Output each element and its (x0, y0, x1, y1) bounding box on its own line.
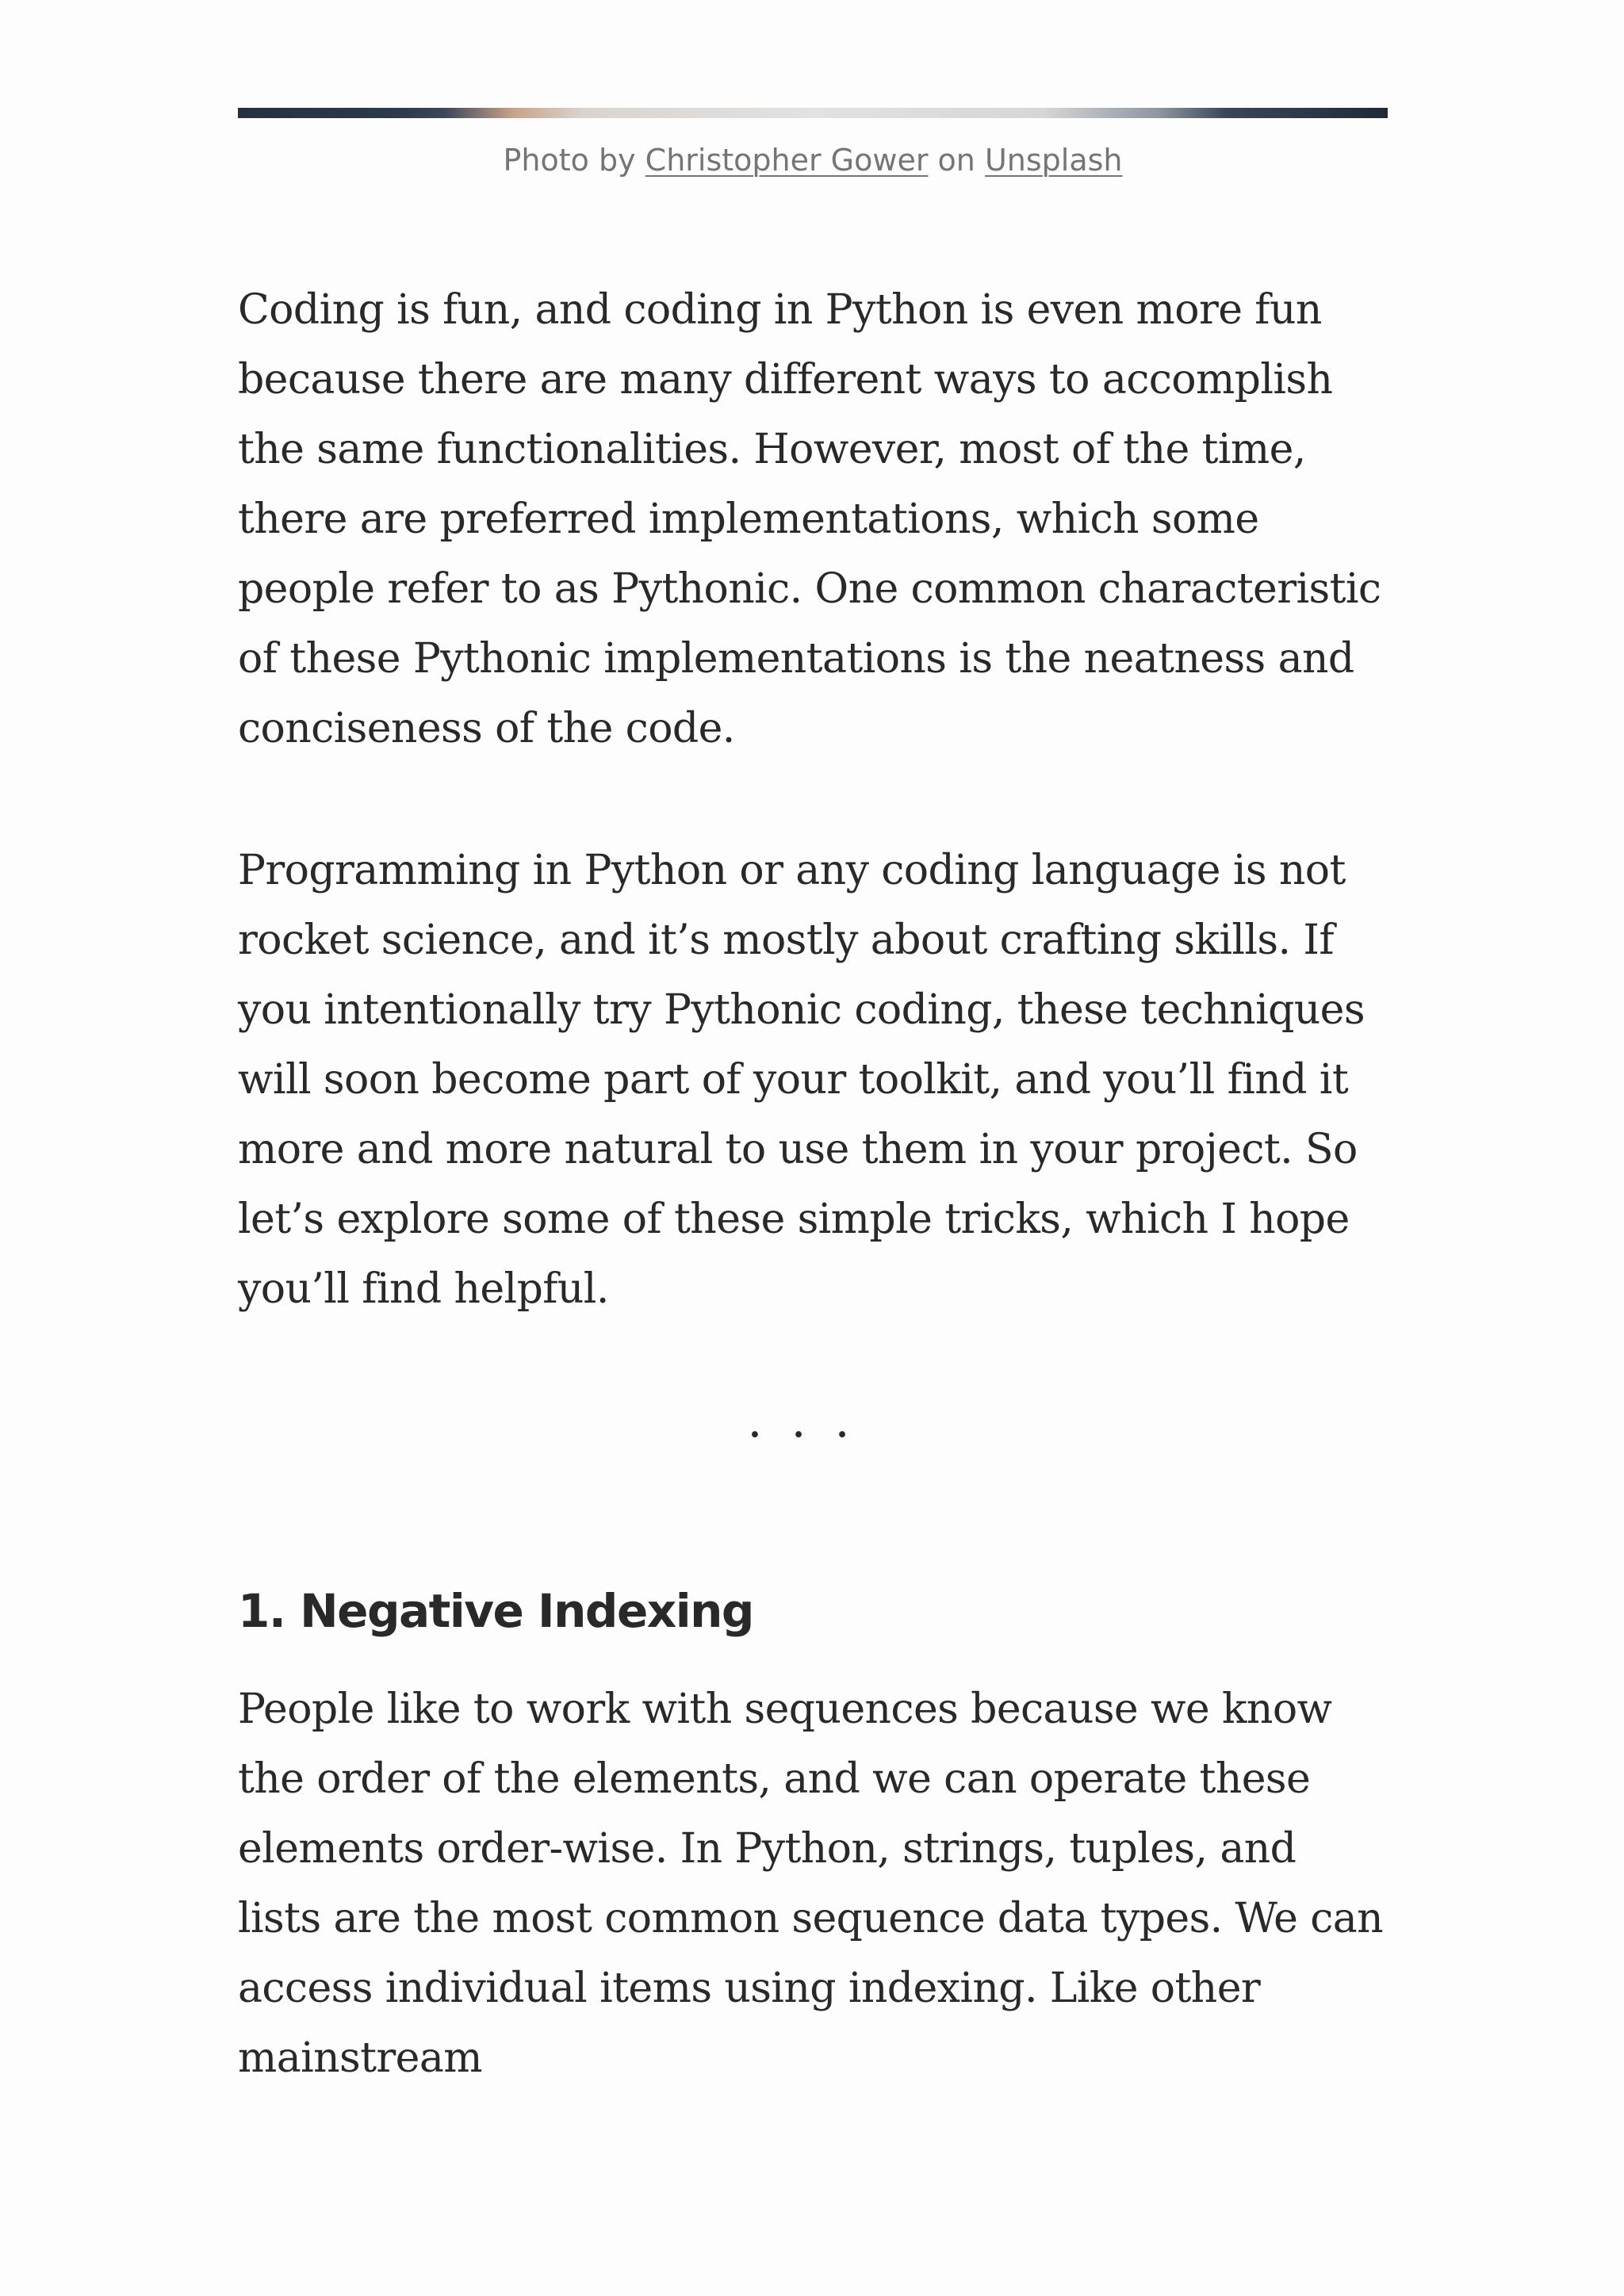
caption-prefix: Photo by (503, 143, 645, 178)
section-paragraph-1: People like to work with sequences because we know the order of the elements, and we can operate these elements order-wise. In Python, strings, tuples, and lists are the most common sequence data types. We can access individual items using indexing. Like other mainstream (238, 1686, 1384, 2082)
intro-paragraph-2: Programming in Python or any coding language is not rocket science, and it’s mostly about crafting skills. If you intentionally try Pythonic coding, these techniques will soon become part of your toolkit, and you’ll find it more and more natural to use them in your project. So let’s explore some of these simple tricks, which I hope you’ll find helpful. (238, 847, 1365, 1313)
section-separator: ... (747, 1393, 879, 1448)
source-link[interactable]: Unsplash (984, 143, 1123, 178)
caption-middle: on (928, 143, 985, 178)
section-heading: 1. Negative Indexing (238, 1584, 753, 1638)
intro-paragraph-1: Coding is fun, and coding in Python is even more fun because there are many different ways to accomplish the same functionalities. However, most of the time, there are preferred implementations, which some people refer to as Pythonic. One common characteristic of these Pythonic implementations is the neatness and conciseness of the code. (238, 286, 1381, 752)
author-link[interactable]: Christopher Gower (645, 143, 929, 178)
image-caption (238, 140, 1388, 181)
hero-image (238, 108, 1388, 118)
